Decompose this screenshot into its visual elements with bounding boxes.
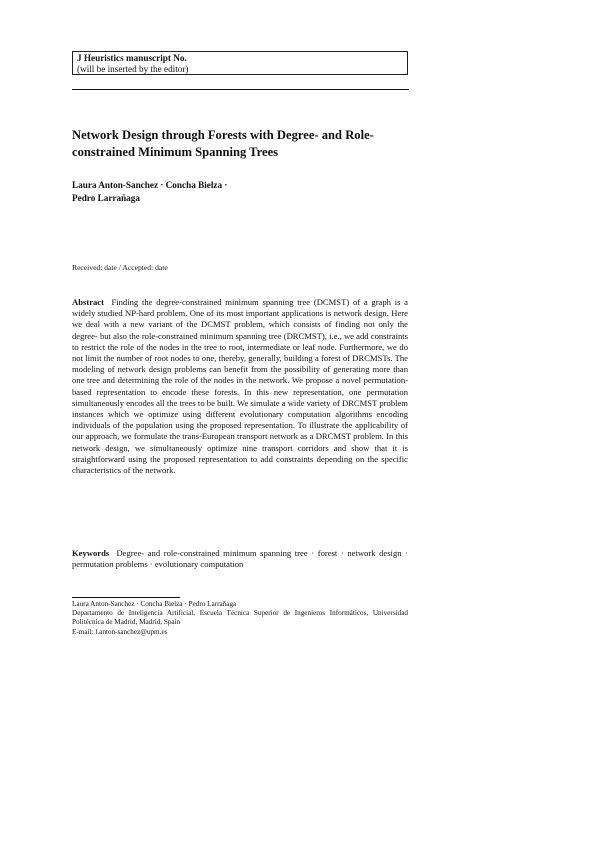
footnote-rule (72, 597, 180, 598)
paper-title: Network Design through Forests with Degree- and Role-constrained Minimum Spanning Trees (72, 128, 374, 159)
abstract (72, 297, 408, 476)
keywords-text: Degree- and role-constrained minimum spanning tree · forest · network design · permutation problems · evolutionary computation (72, 548, 408, 570)
abstract-text: Finding the degree-constrained minimum spanning tree (DCMST) of a graph is a widely studied NP-hard problem. One of its most important applications is network design. Here we deal with a new variant of the DCMST problem, which consists of finding not only the degree- but also the role-constrained minimum spanning tree (DRCMST), i.e., we add constraints to restrict the role of the nodes in the tree to root, intermediate or leaf node. Furthermore, we do not limit the number of root nodes to one, thereby, generally, building a forest of DRCMSTs. The modeling of network design problems can benefit from the possibility of generating more than one tree and determining the role of the nodes in the network. We propose a novel permutation-based representation to encode these forests. In this new representation, one permutation simultaneously encodes all the trees to be built. We simulate a wide variety of DRCMST problem instances which we optimize using different evolutionary computation algorithms encoding individuals of the population using the proposed representation. To illustrate the applicability of our approach, we formulate the trans-European transport network as a DRCMST problem. In this network design, we simultaneously optimize nine transport corridors and show that it is straightforward using the proposed representation to add constraints depending on the specific characteristics of the network. (72, 297, 408, 476)
author-list (72, 179, 372, 205)
keywords-label: Keywords (72, 548, 110, 558)
header-rule (72, 89, 409, 90)
author-line-2: Pedro Larrañaga (72, 193, 140, 203)
footnote-authors: Laura Anton-Sanchez · Concha Bielza · Pedro Larrañaga (72, 600, 237, 608)
abstract-label: Abstract (72, 297, 104, 307)
journal-name: J Heuristics manuscript No. (77, 53, 187, 63)
author-line-1: Laura Anton-Sanchez · Concha Bielza · (72, 180, 228, 190)
received-date: Received: date / Accepted: date (72, 263, 168, 272)
manuscript-box (72, 51, 408, 75)
keywords (72, 548, 408, 570)
editor-note: (will be inserted by the editor) (77, 64, 189, 74)
author-footnote (72, 600, 408, 637)
footnote-affiliation: Departamento de Inteligencia Artificial, Escuela Técnica Superior de Ingenieros Informáticos, Universidad Politécnica de Madrid, Madrid, Spain (72, 609, 408, 627)
footnote-email: E-mail: l.anton-sanchez@upm.es (72, 627, 168, 636)
